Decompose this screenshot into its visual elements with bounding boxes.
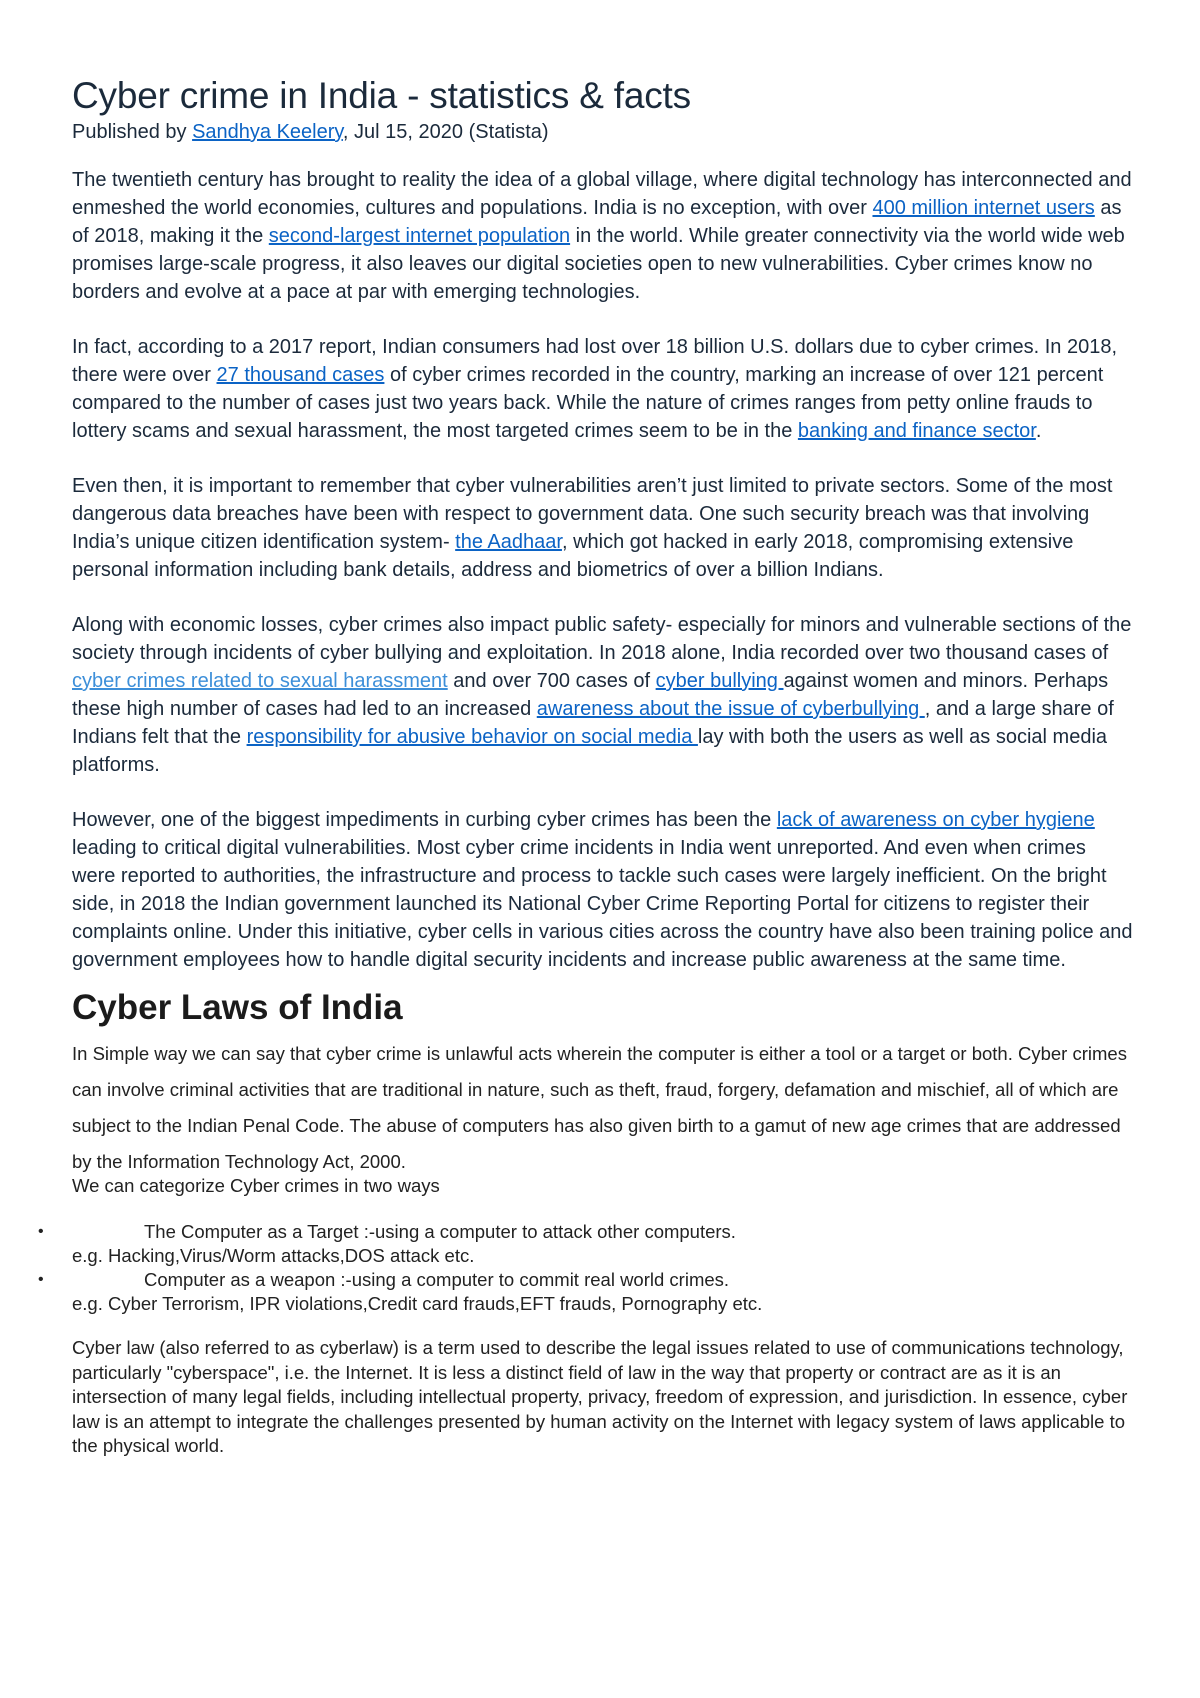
paragraph-text: Along with economic losses, cyber crimes also impact public safety- especially for minors and vulnerable sections of the society through incidents of cyber bullying and exploitation. In 2018 alone, India recorded over two thousand cases of [72, 614, 1132, 664]
bullet-icon: • [38, 1223, 44, 1240]
article-title: Cyber crime in India - statistics & facts [72, 75, 691, 116]
paragraph-text: and over 700 cases of [447, 670, 656, 692]
paragraph-text: , which got hacked in early 2018, compromising extensive personal information including bank details, address and biometrics of over a billion Indians. [72, 531, 1074, 581]
internet-users-link[interactable]: 400 million internet users [872, 197, 1095, 219]
crime-categories-list [38, 1220, 1134, 1316]
article-paragraph-4 [72, 611, 1134, 779]
article-paragraph-1 [72, 166, 1134, 306]
laws-intro: In Simple way we can say that cyber crime is unlawful acts wherein the computer is either a tool or a target or both. Cyber crimes can involve criminal activities that are traditional in nature, such as theft, fraud, forgery, defamation and mischief, all of which are subject to the Indian Penal Code. The abuse of computers has also given birth to a gamut of new age crimes that are addressed by the Information Technology Act, 2000. [72, 1043, 1127, 1172]
section-heading: Cyber Laws of India [72, 988, 403, 1027]
cyber-bullying-link[interactable]: cyber bullying [655, 670, 784, 692]
bullet-icon: • [38, 1271, 44, 1288]
cyber-laws-section [38, 986, 1134, 1459]
paragraph-text: , and a large share of Indians felt that the [72, 698, 1114, 748]
cyberbullying-awareness-link[interactable]: awareness about the issue of cyberbullying [536, 698, 925, 720]
list-item [38, 1268, 1134, 1316]
document-page [38, 0, 1134, 1459]
cases-link[interactable]: 27 thousand cases [216, 364, 385, 386]
sexual-harassment-link[interactable]: cyber crimes related to sexual harassment [72, 670, 448, 692]
paragraph-text: as of 2018, making it the [72, 197, 1122, 247]
cyber-hygiene-link[interactable]: lack of awareness on cyber hygiene [776, 809, 1095, 831]
article-paragraph-5 [72, 806, 1134, 974]
paragraph-text: in the world. While greater connectivity via the world wide web promises large-scale progress, it also leaves our digital societies open to new vulnerabilities. Cyber crimes know no borders and evolve at a pace at par with emerging technologies. [72, 225, 1125, 303]
laws-categorize: We can categorize Cyber crimes in two ways [72, 1175, 440, 1196]
article-byline [72, 118, 1134, 146]
paragraph-text: of cyber crimes recorded in the country, marking an increase of over 121 percent compared to the number of cases just two years back. While the nature of crimes ranges from petty online frauds to lottery scams and sexual harassment, the most targeted crimes seem to be in the [72, 364, 1104, 442]
list-item [38, 1220, 1134, 1268]
social-media-responsibility-link[interactable]: responsibility for abusive behavior on social media [246, 726, 698, 748]
paragraph-text: against women and minors. Perhaps these high number of cases had led to an increased [72, 670, 1109, 720]
paragraph-text: However, one of the biggest impediments in curbing cyber crimes has been the [72, 809, 777, 831]
paragraph-text: . [1035, 420, 1042, 442]
byline-prefix: Published by [72, 121, 193, 143]
article-paragraph-3 [72, 472, 1134, 584]
paragraph-text: In fact, according to a 2017 report, Indian consumers had lost over 18 billion U.S. dollars due to cyber crimes. In 2018, there were over [72, 336, 1118, 386]
byline-suffix: , Jul 15, 2020 (Statista) [342, 121, 549, 143]
category-lead: The Computer as a Target :-using a computer to attack other computers. [144, 1221, 736, 1242]
paragraph-text: The twentieth century has brought to reality the idea of a global village, where digital technology has interconnected and enmeshed the world economies, cultures and populations. India is no exception, with over [72, 169, 1132, 219]
internet-population-link[interactable]: second-largest internet population [268, 225, 571, 247]
category-lead: Computer as a weapon :-using a computer to commit real world crimes. [144, 1269, 730, 1290]
statista-article [72, 0, 1134, 974]
cyber-law-definition: Cyber law (also referred to as cyberlaw) is a term used to describe the legal issues related to use of communications technology, particularly "cyberspace", i.e. the Internet. It is less a distinct field of law in the way that property or contract are as it is an intersection of many legal fields, including intellectual property, privacy, freedom of expression, and jurisdiction. In essence, cyber law is an attempt to integrate the challenges presented by human activity on the Internet with legacy system of laws applicable to the physical world. [72, 1337, 1128, 1456]
author-link[interactable]: Sandhya Keelery [192, 121, 343, 143]
article-paragraph-2 [72, 333, 1134, 445]
aadhaar-link[interactable]: the Aadhaar [455, 531, 562, 553]
category-example: e.g. Cyber Terrorism, IPR violations,Credit card frauds,EFT frauds, Pornography etc. [72, 1293, 763, 1314]
banking-sector-link[interactable]: banking and finance sector [797, 420, 1036, 442]
paragraph-text: lay with both the users as well as social media platforms. [72, 726, 1108, 776]
paragraph-text: leading to critical digital vulnerabilities. Most cyber crime incidents in India went unreported. And even when crimes were reported to authorities, the infrastructure and process to tackle such cases were largely inefficient. On the bright side, in 2018 the Indian government launched its National Cyber Crime Reporting Portal for citizens to register their complaints online. Under this initiative, cyber cells in various cities across the country have also been training police and government employees how to handle digital security incidents and increase public awareness at the same time. [72, 837, 1133, 971]
paragraph-text: Even then, it is important to remember that cyber vulnerabilities aren’t just limited to private sectors. Some of the most dangerous data breaches have been with respect to government data. One such security breach was that involving India’s unique citizen identification system- [72, 475, 1113, 553]
category-example: e.g. Hacking,Virus/Worm attacks,DOS attack etc. [72, 1245, 475, 1266]
